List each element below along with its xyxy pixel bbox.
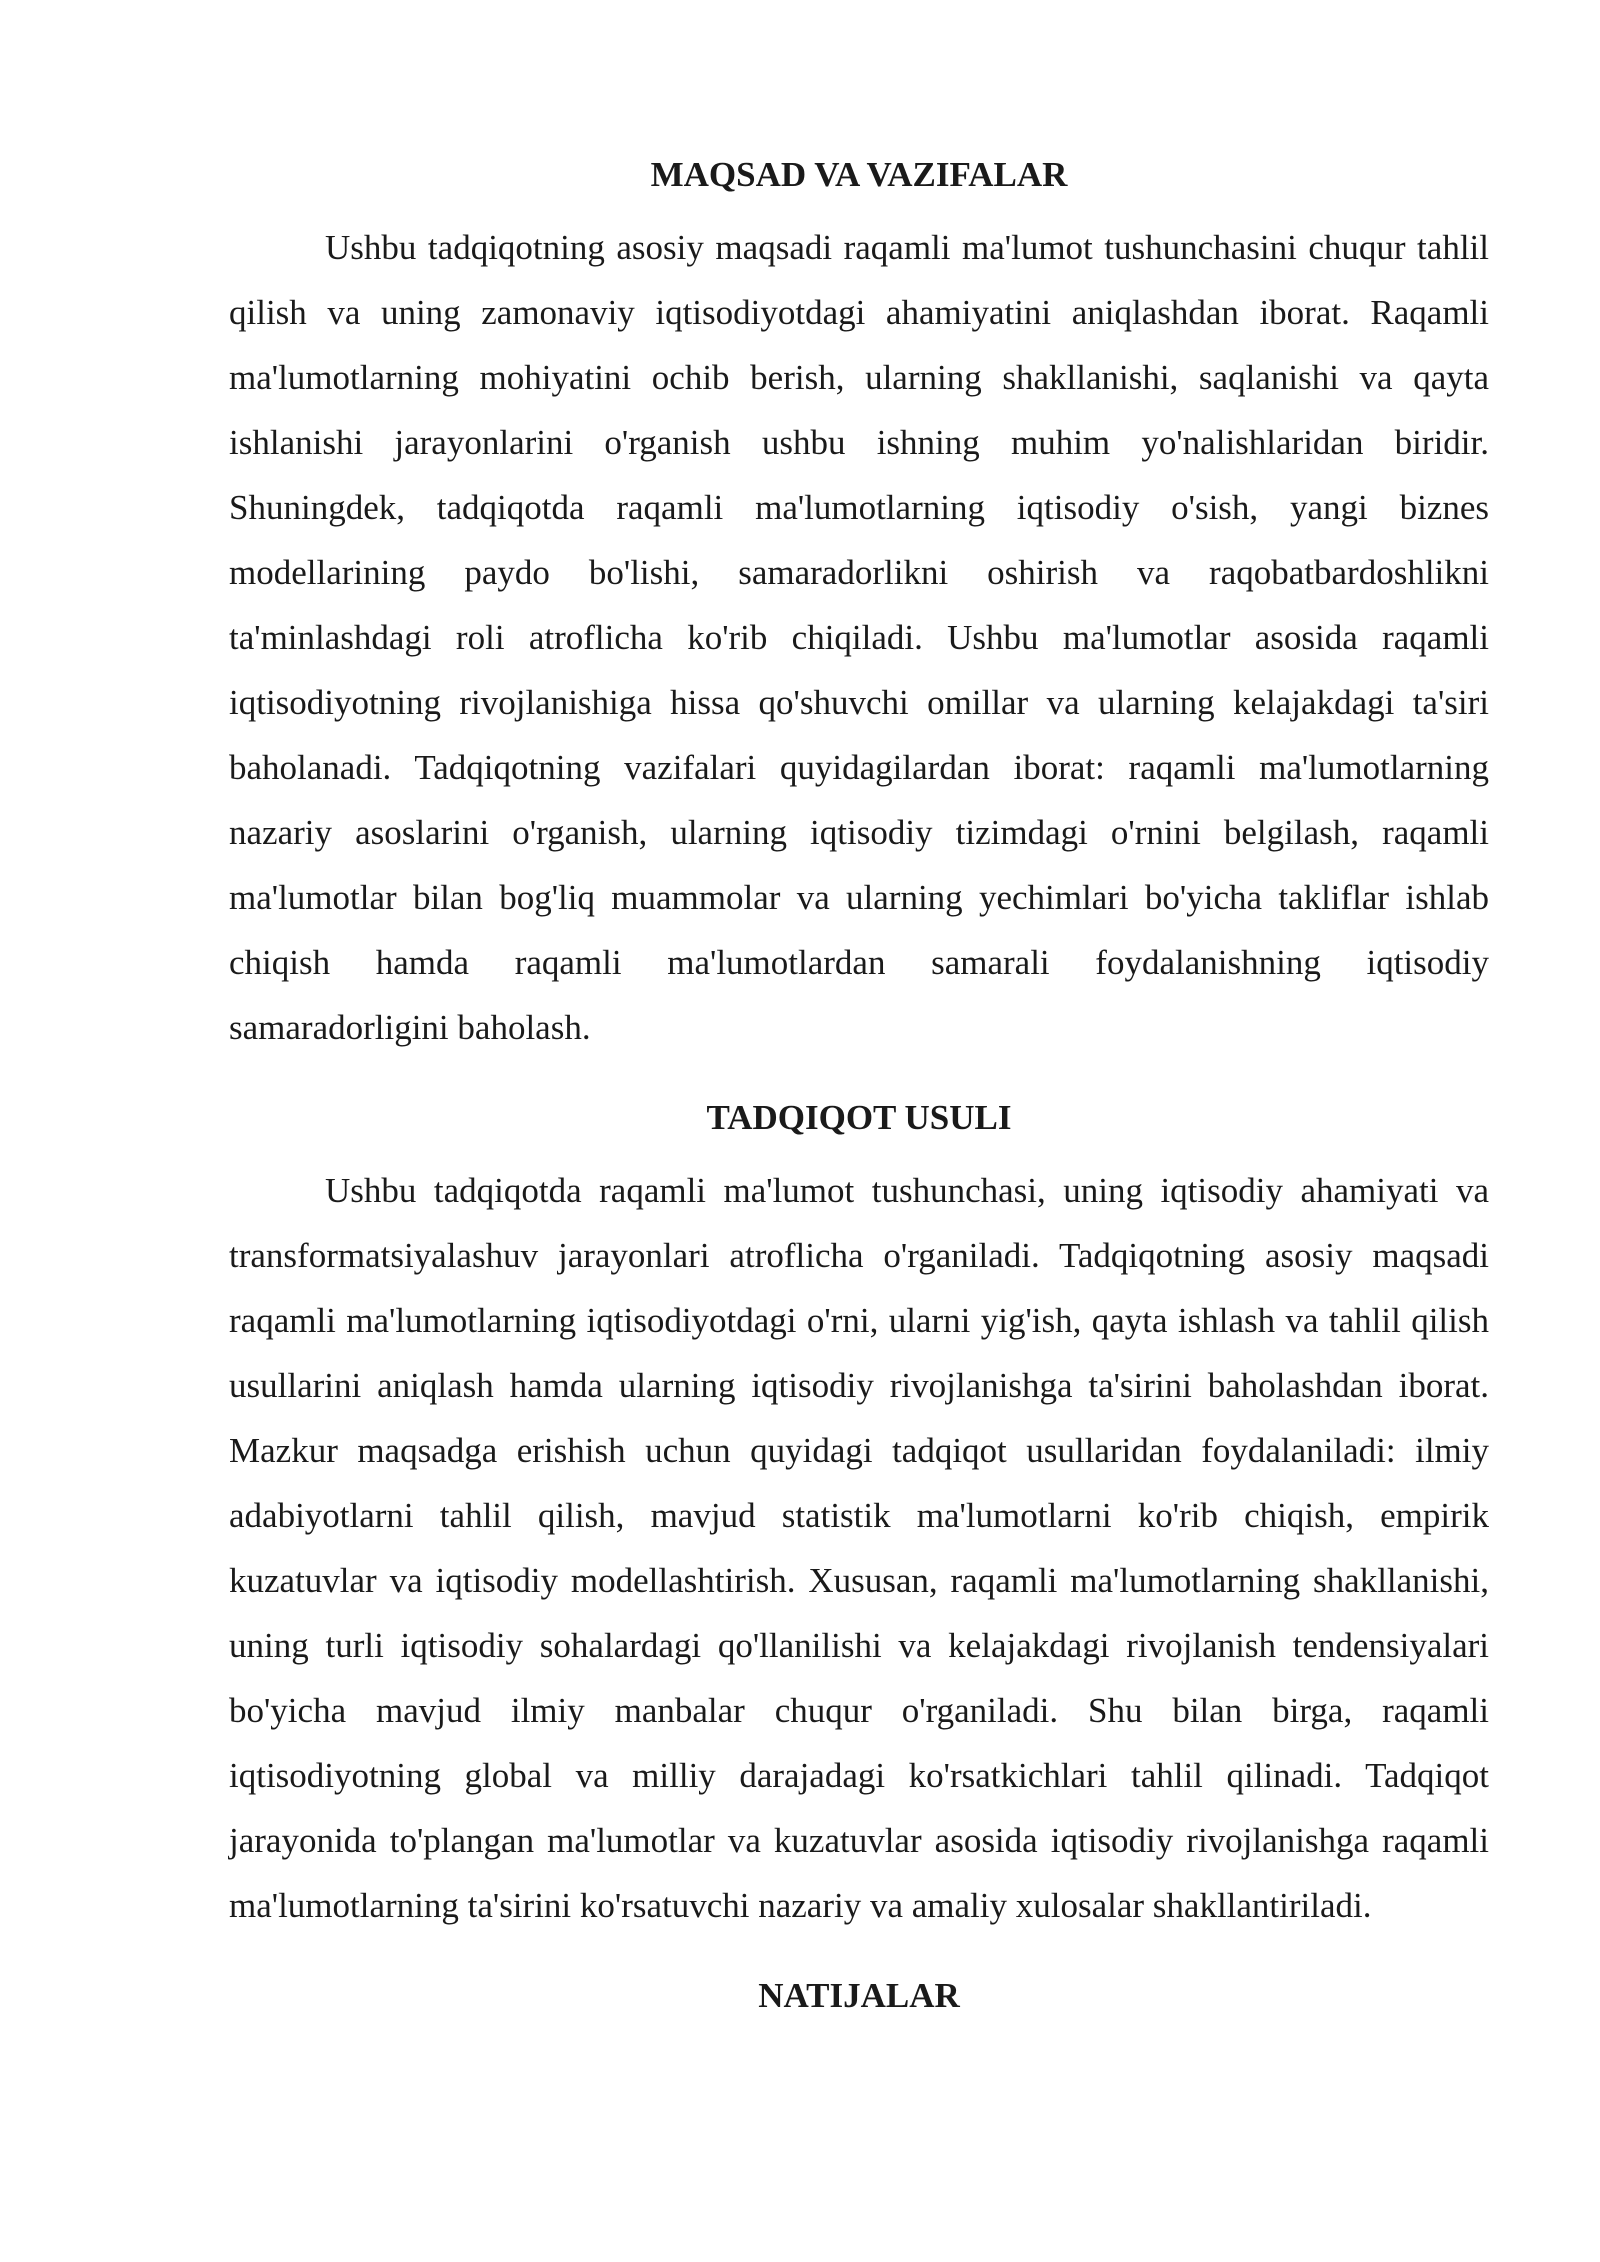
section-heading-method: TADQIQOT USULI (706, 1098, 1012, 1137)
document-page (229, 150, 1489, 2021)
section-heading-goals: MAQSAD VA VAZIFALAR (650, 155, 1068, 194)
section-heading-results: NATIJALAR (758, 1976, 960, 2015)
section-paragraph-method: Ushbu tadqiqotda raqamli ma'lumot tushunchasi, uning iqtisodiy ahamiyati va transformatsiyalashuv jarayonlari atroflicha o'rganiladi. Tadqiqotning asosiy maqsadi raqamli ma'lumotlarning iqtisodiyotdagi o'rni, ularni yig'ish, qayta ishlash va tahlil qilish usullarini aniqlash hamda ularning iqtisodiy rivojlanishga ta'sirini baholashdan iborat. Mazkur maqsadga erishish uchun quyidagi tadqiqot usullaridan foydalaniladi: ilmiy adabiyotlarni tahlil qilish, mavjud statistik ma'lumotlarni ko'rib chiqish, empirik kuzatuvlar va iqtisodiy modellashtirish. Xususan, raqamli ma'lumotlarning shakllanishi, uning turli iqtisodiy sohalardagi qo'llanilishi va kelajakdagi rivojlanish tendensiyalari bo'yicha mavjud ilmiy manbalar chuqur o'rganiladi. Shu bilan birga, raqamli iqtisodiyotning global va milliy darajadagi ko'rsatkichlari tahlil qilinadi. Tadqiqot jarayonida to'plangan ma'lumotlar va kuzatuvlar asosida iqtisodiy rivojlanishga raqamli ma'lumotlarning ta'sirini ko'rsatuvchi nazariy va amaliy xulosalar shakllantiriladi. (229, 1171, 1489, 1925)
section-paragraph-goals: Ushbu tadqiqotning asosiy maqsadi raqamli ma'lumot tushunchasini chuqur tahlil qilish va uning zamonaviy iqtisodiyotdagi ahamiyatini aniqlashdan iborat. Raqamli ma'lumotlarning mohiyatini ochib berish, ularning shakllanishi, saqlanishi va qayta ishlanishi jarayonlarini o'rganish ushbu ishning muhim yo'nalishlaridan biridir. Shuningdek, tadqiqotda raqamli ma'lumotlarning iqtisodiy o'sish, yangi biznes modellarining paydo bo'lishi, samaradorlikni oshirish va raqobatbardoshlikni ta'minlashdagi roli atroflicha ko'rib chiqiladi. Ushbu ma'lumotlar asosida raqamli iqtisodiyotning rivojlanishiga hissa qo'shuvchi omillar va ularning kelajakdagi ta'siri baholanadi. Tadqiqotning vazifalari quyidagilardan iborat: raqamli ma'lumotlarning nazariy asoslarini o'rganish, ularning iqtisodiy tizimdagi o'rnini belgilash, raqamli ma'lumotlar bilan bog'liq muammolar va ularning yechimlari bo'yicha takliflar ishlab chiqish hamda raqamli ma'lumotlardan samarali foydalanishning iqtisodiy samaradorligini baholash. (229, 228, 1489, 1047)
